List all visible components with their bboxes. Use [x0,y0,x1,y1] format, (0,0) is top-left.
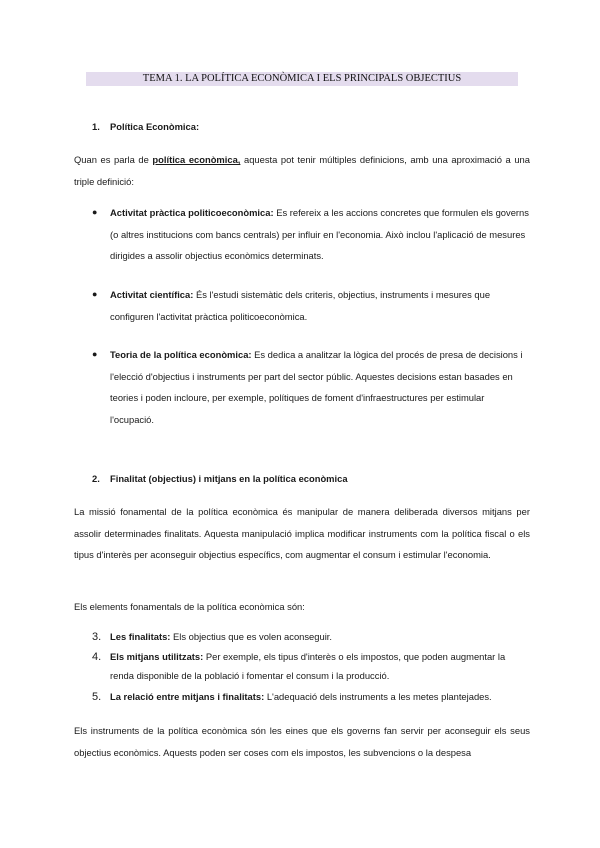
list-number: 4. [92,651,102,663]
bullet-term: Activitat pràctica politicoeconòmica: [110,207,274,218]
section-1-intro [74,149,530,192]
list-item [92,648,530,685]
bullet-dot-icon: ● [92,207,98,217]
section-2-elements-intro: Els elements fonamentals de la política econòmica són: [74,601,305,612]
list-number: 5. [92,691,102,703]
bullet-text: Es dedica a analitzar la lògica del procés de presa de decisions i l'elecció d'objectius i instruments per part del sector públic. Aquestes decisions estan basades en teories i poden incloure, per exemple, polítiques de foment d'infraestructures per estimular l'ocupació. [110,349,523,425]
section-1-heading [92,121,199,132]
intro-text-start: Quan es parla de [74,154,153,165]
list-item [92,628,530,647]
list-item [92,688,530,707]
bullet-text: Es refereix a les accions concretes que formulen els governs (o altres institucions com bancs centrals) per influir en l'economia. Això inclou l'aplicació de mesures dirigides a assolir objectius econòmics determinats. [110,207,529,261]
document-title: TEMA 1. LA POLÍTICA ECONÒMICA I ELS PRINCIPALS OBJECTIUS [86,72,518,86]
section-2-title: Finalitat (objectius) i mitjans en la política econòmica [110,473,348,484]
bullet-term: Activitat científica: [110,289,194,300]
intro-term: política econòmica, [152,154,241,165]
list-term: Els mitjans utilitzats: [110,651,204,662]
bullet-term: Teoria de la política econòmica: [110,349,252,360]
section-1-number: 1. [92,121,100,132]
section-2-instruments-paragraph: Els instruments de la política econòmica són les eines que els governs fan servir per aconseguir els seus objectius econòmics. Aquests poden ser coses com els impostos, les subvencions o la despesa [74,725,530,758]
bullet-dot-icon: ● [92,289,98,299]
bullet-item [92,284,530,327]
section-2-heading [92,473,348,484]
bullet-item [92,344,530,430]
bullet-dot-icon: ● [92,349,98,359]
list-term: Les finalitats: [110,631,171,642]
bullet-text: És l'estudi sistemàtic dels criteris, objectius, instruments i mesures que configuren l'activitat pràctica politicoeconòmica. [110,289,491,322]
list-text: Els objectius que es volen aconseguir. [170,631,332,642]
section-2-number: 2. [92,473,100,484]
section-2-paragraph: La missió fonamental de la política econòmica és manipular de manera deliberada diversos mitjans per assolir determinades finalitats. Aquesta manipulació implica modificar instruments com la política fiscal o els tipus d'interès per aconseguir objectius específics, com augmentar el consum i estimular l'economia. [74,506,530,560]
section-1-title: Política Econòmica: [110,121,200,132]
list-text: Per exemple, els tipus d'interès o els impostos, que poden augmentar la renda disponible de la població i fomentar el consum i la producció. [110,651,506,681]
list-number: 3. [92,631,102,643]
bullet-item [92,202,530,267]
list-term: La relació entre mitjans i finalitats: [110,691,265,702]
list-text: L'adequació dels instruments a les metes plantejades. [264,691,492,702]
intro-text-end: aquesta pot tenir múltiples definicions, amb una aproximació a una triple definició: [74,154,530,187]
